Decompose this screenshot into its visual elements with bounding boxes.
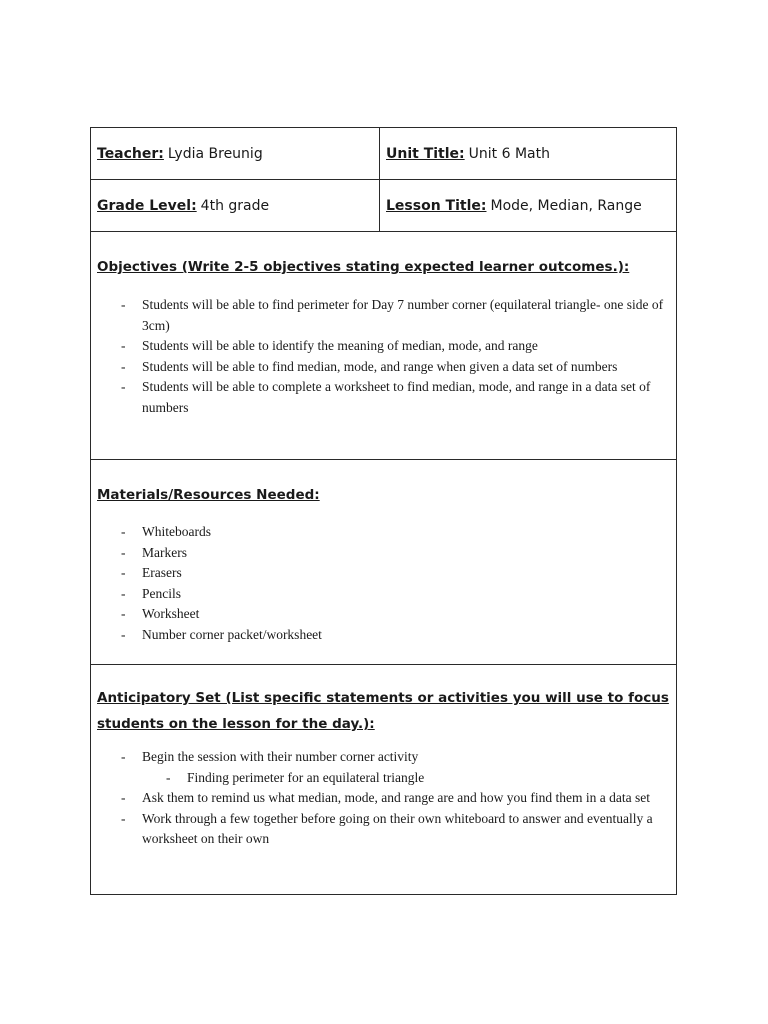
list-item	[97, 788, 670, 809]
grade-level-cell	[91, 180, 380, 231]
objective-text: Students will be able to complete a worksheet to find median, mode, and range in a data set of numbers	[142, 379, 651, 415]
material-text: Worksheet	[142, 606, 200, 621]
dash-bullet: -	[166, 769, 171, 785]
list-item	[97, 336, 670, 357]
unit-title-cell	[380, 128, 676, 179]
lesson-title-label: Lesson Title:	[386, 197, 487, 214]
objectives-section	[91, 232, 676, 460]
lesson-title-cell	[380, 180, 676, 231]
list-item	[97, 563, 670, 584]
list-item	[97, 295, 670, 336]
dash-bullet: -	[121, 626, 126, 642]
dash-bullet: -	[121, 606, 126, 621]
dash-bullet: -	[121, 297, 126, 312]
header-row-2	[91, 180, 676, 232]
dash-bullet: -	[121, 585, 126, 601]
objective-text: Students will be able to find median, mode, and range when given a data set of numbers	[142, 358, 618, 374]
dash-bullet: -	[121, 565, 126, 580]
dash-bullet: -	[121, 749, 126, 764]
list-item	[97, 747, 670, 768]
objectives-list	[97, 295, 670, 418]
grade-level-label: Grade Level:	[97, 197, 197, 214]
dash-bullet: -	[121, 358, 126, 374]
materials-heading: Materials/Resources Needed:	[97, 487, 320, 503]
teacher-label: Teacher:	[97, 145, 164, 162]
unit-title-value: Unit 6 Math	[468, 145, 550, 162]
objectives-heading: Objectives (Write 2-5 objectives stating expected learner outcomes.):	[97, 259, 630, 275]
grade-level-value: 4th grade	[200, 197, 270, 214]
list-item	[97, 357, 670, 378]
teacher-value: Lydia Breunig	[167, 145, 263, 162]
list-item	[97, 604, 670, 625]
dash-bullet: -	[121, 544, 126, 560]
dash-bullet: -	[121, 379, 126, 394]
activity-text: Work through a few together before going on their own whiteboard to answer and eventually a worksheet on their own	[142, 810, 653, 846]
anticipatory-heading-line-1: Anticipatory Set (List specific statements or activities you will use to focus	[97, 690, 669, 706]
list-item	[97, 625, 670, 646]
activity-text: Begin the session with their number corner activity	[142, 749, 419, 764]
header-row-1	[91, 128, 676, 180]
dash-bullet: -	[121, 338, 126, 353]
material-text: Erasers	[142, 565, 182, 580]
dash-bullet: -	[121, 524, 126, 539]
dash-bullet: -	[121, 790, 126, 805]
dash-bullet: -	[121, 810, 126, 826]
activity-text: Finding perimeter for an equilateral triangle	[187, 769, 425, 785]
materials-section	[91, 460, 676, 665]
list-item	[97, 377, 670, 418]
material-text: Whiteboards	[142, 524, 211, 539]
list-item	[97, 768, 670, 789]
lesson-plan-table	[90, 127, 677, 895]
lesson-title-value: Mode, Median, Range	[490, 197, 642, 214]
material-text: Pencils	[142, 585, 181, 601]
anticipatory-heading-line-2: students on the lesson for the day.):	[97, 716, 375, 732]
objective-text: Students will be able to identify the meaning of median, mode, and range	[142, 338, 538, 353]
anticipatory-list	[97, 747, 670, 850]
list-item	[97, 809, 670, 850]
teacher-cell	[91, 128, 380, 179]
list-item	[97, 584, 670, 605]
activity-text: Ask them to remind us what median, mode, and range are and how you find them in a data set	[142, 790, 650, 805]
objective-text: Students will be able to find perimeter for Day 7 number corner (equilateral triangle- one side of 3cm)	[142, 297, 664, 333]
material-text: Markers	[142, 544, 187, 560]
materials-list	[97, 522, 670, 645]
material-text: Number corner packet/worksheet	[142, 626, 322, 642]
list-item	[97, 522, 670, 543]
anticipatory-set-section	[91, 665, 676, 894]
unit-title-label: Unit Title:	[386, 145, 465, 162]
list-item	[97, 543, 670, 564]
